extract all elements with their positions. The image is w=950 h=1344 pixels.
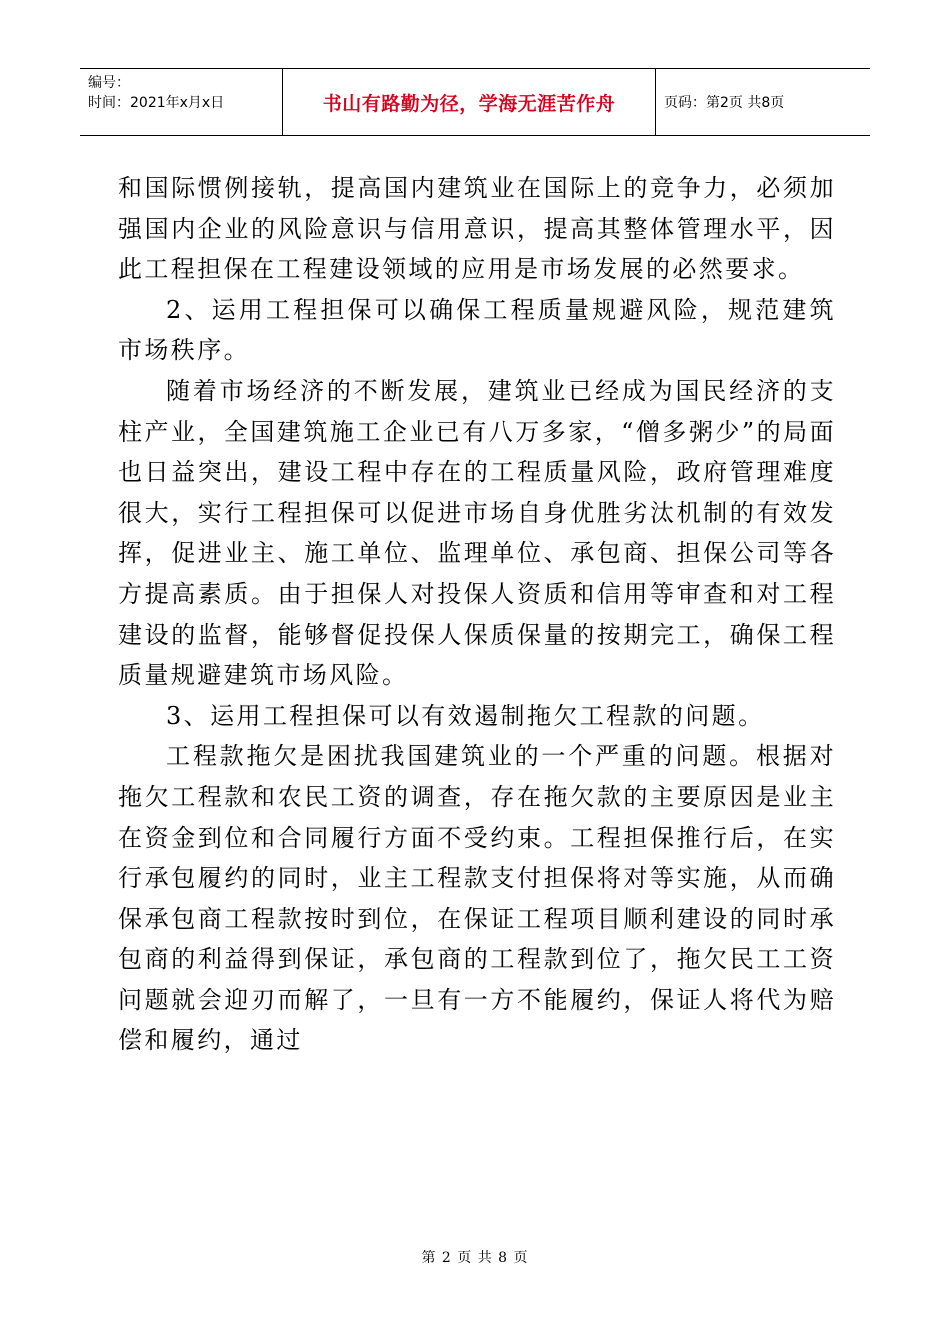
paragraph-continuation: 和国际惯例接轨，提高国内建筑业在国际上的竞争力，必须加强国内企业的风险意识与信用意识，提高其整体管理水平，因此工程担保在工程建设领域的应用是市场发展的必然要求。 (118, 174, 836, 284)
document-number-label: 编号： (88, 75, 130, 91)
header-meta-cell (80, 69, 283, 135)
section-heading-3: 3、运用工程担保可以有效遏制拖欠工程款的问题。 (166, 701, 765, 730)
page-header (80, 68, 870, 136)
header-page-cell (656, 69, 870, 135)
header-motto-cell (283, 69, 656, 135)
section-heading-2: 2、运用工程担保可以确保工程质量规避风险，规范建筑市场秩序。 (118, 295, 836, 365)
header-page-code: 页码：第2页 共8页 (664, 95, 785, 111)
header-motto: 书山有路勤为径，学海无涯苦作舟 (322, 92, 616, 115)
paragraph: 随着市场经济的不断发展，建筑业已经成为国民经济的支柱产业，全国建筑施工企业已有八万多家，“僧多粥少”的局面也日益突出，建设工程中存在的工程质量风险，政府管理难度很大，实行工程担保可以促进市场自身优胜劣汰机制的有效发挥，促进业主、施工单位、监理单位、承包商、担保公司等各方提高素质。由于担保人对投保人资质和信用等审查和对工程建设的监督，能够督促投保人保质保量的按期完工，确保工程质量规避建筑市场风险。 (118, 376, 836, 690)
paragraph: 工程款拖欠是困扰我国建筑业的一个严重的问题。根据对拖欠工程款和农民工资的调查，存在拖欠款的主要原因是业主在资金到位和合同履行方面不受约束。工程担保推行后，在实行承包履约的同时，业主工程款支付担保将对等实施，从而确保承包商工程款按时到位，在保证工程项目顺利建设的同时承包商的利益得到保证，承包商的工程款到位了，拖欠民工工资问题就会迎刃而解了，一旦有一方不能履约，保证人将代为赔偿和履约，通过 (118, 742, 836, 1055)
document-body (118, 168, 836, 1061)
document-time-label: 时间：2021年x月x日 (88, 95, 225, 111)
page-footer (0, 1247, 950, 1267)
footer-page-indicator: 第 2 页 共 8 页 (421, 1250, 529, 1266)
